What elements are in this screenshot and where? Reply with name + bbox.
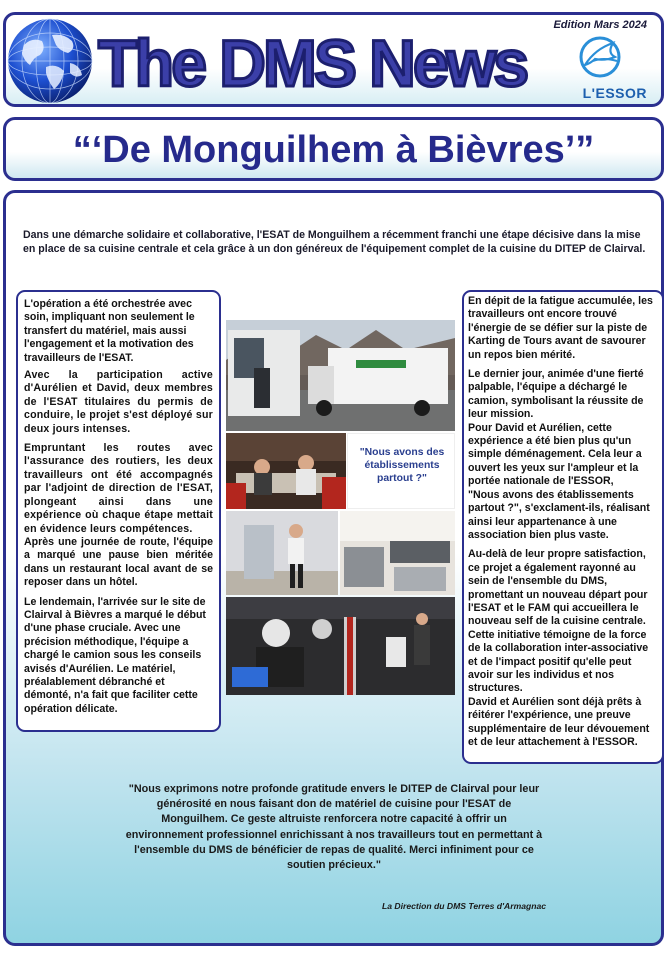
left-paragraph: Après une journée de route, l'équipe a marqué une pause bien méritée dans un restaurant local avant de se reposer dans un hôtel.	[24, 535, 213, 589]
essor-bird-logo-icon	[573, 35, 631, 79]
right-column	[462, 290, 664, 764]
article-headline: “‘De Monguilhem à Bièvres’”	[72, 129, 595, 171]
left-column	[16, 290, 221, 732]
masthead	[3, 12, 664, 107]
right-paragraph: Le dernier jour, animée d'une fierté palpable, l'équipe a déchargé le camion, symbolisant la réussite de leur mission.	[468, 368, 644, 421]
globe-icon	[6, 17, 94, 105]
article-intro: Dans une démarche solidaire et collaborative, l'ESAT de Monguilhem a récemment franchi une étape décisive dans la mise en place de sa cuisine centrale et cela grâce à un don généreux de l'équipement complet de la cuisine du DITEP de Clairval.	[23, 229, 646, 255]
thanks-quote: "Nous exprimons notre profonde gratitude envers le DITEP de Clairval pour leur générosité en nous faisant don de matériel de cuisine pour l'ESAT de Monguilhem. Ce geste altruiste renforcera notre capacité à offrir un environnement professionnel enrichissant à nos travailleurs tout en permettant à l'ensemble du DMS de bénéficier de repas de qualité. Merci infiniment pour ce soutien précieux."	[125, 783, 543, 872]
left-paragraph: Avec la participation active d'Aurélien et David, deux membres de l'ESAT titulaires du permis de conduire, le projet s'est déployé sur deux jours intenses.	[24, 369, 213, 435]
newsletter-title: The DMS News	[98, 26, 527, 100]
left-paragraph: Le lendemain, l'arrivée sur le site de Clairval à Bièvres a marqué le début d'une phase cruciale. Avec une précision méthodique, l'équipe a chargé le camion sous les conseils avisés d'Aurélien. Le matériel, préalablement débranché et démonté, n'a fait que faciliter cette opération délicate.	[24, 595, 206, 715]
quote-box	[347, 433, 455, 509]
edition-label: Edition Mars 2024	[553, 19, 647, 31]
right-paragraph: En dépit de la fatigue accumulée, les travailleurs ont encore trouvé l'énergie de se défier sur la piste de Karting de Tours avant de savourer un repos bien mérité.	[468, 295, 653, 361]
karting-photo	[226, 597, 455, 695]
right-paragraph: "Nous avons des établissements partout ?", s'exclament-ils, réalisant ainsi leur appartenance à une association bien plus vaste.	[468, 488, 650, 541]
left-paragraph: Empruntant les routes avec l'assurance des routiers, les deux travailleurs ont été accompagnés par l'adjoint de direction de l'ESAT, plongeant ainsi dans une expérience où chaque étape mettait en évidence leurs compétences.	[24, 442, 213, 535]
truck-photo	[226, 320, 455, 431]
right-paragraph: Pour David et Aurélien, cette expérience a été bien plus qu'un simple déménagement. Cela leur a ouvert les yeux sur l'ampleur et la portée nationale de l'ESSOR,	[468, 421, 642, 488]
right-paragraph: Au-delà de leur propre satisfaction, ce projet a également rayonné au sein de l'ensemble du DMS, promettant un nouveau départ pour l'ESAT et le FAM qui accueillera le nouveau self de la cuisine centrale. Cette initiative témoigne de la force de la collaboration inter-associative et de l'impact positif qu'elle peut avoir sur les individus et nos structures.	[468, 548, 649, 695]
headline-banner	[3, 117, 664, 181]
unloading-photo	[226, 511, 338, 595]
right-paragraph: David et Aurélien sont déjà prêts à réitérer l'expérience, une preuve supplémentaire de leur dévouement et de leur attachement à l'ESSOR.	[468, 695, 650, 748]
article-panel	[3, 190, 664, 946]
essor-logo-text: L'ESSOR	[582, 85, 647, 101]
signature: La Direction du DMS Terres d'Armagnac	[382, 901, 547, 911]
kitchen-photo	[340, 511, 455, 595]
restaurant-photo	[226, 433, 346, 509]
photo-collage	[226, 320, 455, 695]
left-paragraph: L'opération a été orchestrée avec soin, impliquant non seulement le transfert du matériel, mais aussi l'engagement et la motivation des travailleurs de l'ESAT.	[24, 298, 195, 364]
collage-quote: "Nous avons des établissements partout ?"	[359, 447, 445, 484]
